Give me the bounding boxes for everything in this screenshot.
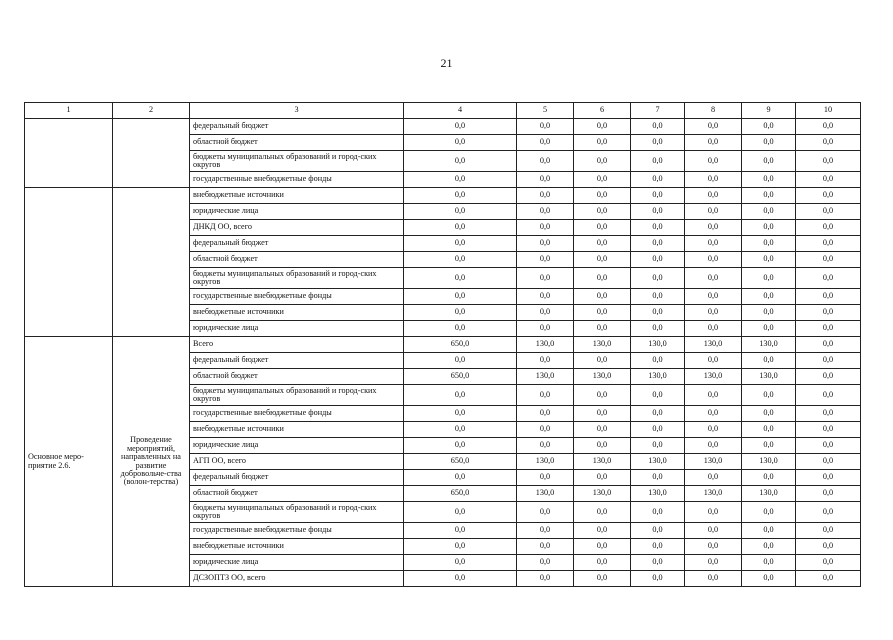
amount-cell: 0,0: [517, 220, 574, 236]
funding-source-cell: областной бюджет: [190, 486, 404, 502]
amount-cell: 0,0: [796, 454, 861, 470]
amount-cell: 0,0: [574, 220, 631, 236]
funding-source-cell: внебюджетные источники: [190, 305, 404, 321]
amount-cell: 0,0: [796, 135, 861, 151]
amount-cell: 0,0: [685, 438, 742, 454]
amount-cell: 0,0: [517, 502, 574, 523]
amount-cell: 0,0: [796, 236, 861, 252]
amount-cell: 0,0: [796, 252, 861, 268]
amount-cell: 0,0: [742, 571, 796, 587]
amount-cell: 130,0: [685, 486, 742, 502]
amount-cell: 0,0: [796, 523, 861, 539]
column-header: 9: [742, 103, 796, 119]
funding-source-cell: ДСЗОПТЗ ОО, всего: [190, 571, 404, 587]
amount-cell: 0,0: [631, 385, 685, 406]
column-header-row: [25, 103, 861, 119]
funding-source-cell: федеральный бюджет: [190, 470, 404, 486]
column-header: 3: [190, 103, 404, 119]
amount-cell: 0,0: [685, 188, 742, 204]
amount-cell: 0,0: [796, 220, 861, 236]
amount-cell: 0,0: [404, 151, 517, 172]
amount-cell: 0,0: [742, 135, 796, 151]
funding-source-cell: бюджеты муниципальных образований и город-ских округов: [190, 268, 404, 289]
amount-cell: 0,0: [574, 252, 631, 268]
measure-name-cell: [25, 188, 113, 337]
amount-cell: 0,0: [685, 422, 742, 438]
amount-cell: 130,0: [517, 486, 574, 502]
amount-cell: 0,0: [685, 135, 742, 151]
amount-cell: 0,0: [742, 523, 796, 539]
amount-cell: 0,0: [517, 204, 574, 220]
amount-cell: 0,0: [574, 523, 631, 539]
amount-cell: 0,0: [631, 502, 685, 523]
amount-cell: 0,0: [685, 220, 742, 236]
amount-cell: 0,0: [574, 571, 631, 587]
amount-cell: 0,0: [796, 470, 861, 486]
amount-cell: 0,0: [796, 337, 861, 353]
amount-cell: 0,0: [517, 406, 574, 422]
funding-source-cell: внебюджетные источники: [190, 539, 404, 555]
amount-cell: 0,0: [517, 321, 574, 337]
amount-cell: 130,0: [742, 454, 796, 470]
amount-cell: 0,0: [631, 406, 685, 422]
amount-cell: 0,0: [404, 406, 517, 422]
amount-cell: 130,0: [631, 486, 685, 502]
amount-cell: 0,0: [631, 172, 685, 188]
amount-cell: 0,0: [742, 555, 796, 571]
amount-cell: 0,0: [631, 289, 685, 305]
amount-cell: 130,0: [685, 369, 742, 385]
amount-cell: 0,0: [796, 369, 861, 385]
funding-source-cell: бюджеты муниципальных образований и город-ских округов: [190, 502, 404, 523]
amount-cell: 0,0: [574, 321, 631, 337]
amount-cell: 0,0: [796, 119, 861, 135]
amount-cell: 0,0: [574, 204, 631, 220]
amount-cell: 0,0: [404, 220, 517, 236]
amount-cell: 0,0: [742, 220, 796, 236]
amount-cell: 0,0: [631, 422, 685, 438]
amount-cell: 0,0: [685, 268, 742, 289]
amount-cell: 0,0: [742, 406, 796, 422]
amount-cell: 0,0: [685, 571, 742, 587]
amount-cell: 0,0: [742, 172, 796, 188]
amount-cell: 0,0: [685, 172, 742, 188]
amount-cell: 0,0: [742, 151, 796, 172]
amount-cell: 0,0: [742, 305, 796, 321]
amount-cell: 0,0: [517, 353, 574, 369]
amount-cell: 0,0: [685, 151, 742, 172]
amount-cell: 0,0: [574, 539, 631, 555]
amount-cell: 0,0: [631, 555, 685, 571]
amount-cell: 0,0: [685, 252, 742, 268]
amount-cell: 130,0: [742, 486, 796, 502]
amount-cell: 0,0: [796, 204, 861, 220]
amount-cell: 0,0: [631, 305, 685, 321]
amount-cell: 0,0: [742, 268, 796, 289]
amount-cell: 0,0: [631, 135, 685, 151]
amount-cell: 130,0: [631, 454, 685, 470]
amount-cell: 0,0: [404, 135, 517, 151]
amount-cell: 0,0: [517, 289, 574, 305]
amount-cell: 0,0: [404, 470, 517, 486]
amount-cell: 0,0: [517, 571, 574, 587]
amount-cell: 650,0: [404, 454, 517, 470]
amount-cell: 0,0: [404, 236, 517, 252]
amount-cell: 0,0: [574, 406, 631, 422]
amount-cell: 0,0: [742, 236, 796, 252]
amount-cell: 650,0: [404, 369, 517, 385]
column-header: 2: [113, 103, 190, 119]
amount-cell: 0,0: [796, 268, 861, 289]
amount-cell: 0,0: [742, 252, 796, 268]
amount-cell: 130,0: [631, 369, 685, 385]
funding-source-cell: областной бюджет: [190, 252, 404, 268]
amount-cell: 0,0: [631, 438, 685, 454]
measure-description-cell: Проведение мероприятий, направленных на развитие добровольче-ства (волон-терства): [113, 337, 190, 587]
funding-source-cell: Всего: [190, 337, 404, 353]
amount-cell: 0,0: [404, 523, 517, 539]
amount-cell: 0,0: [796, 321, 861, 337]
amount-cell: 0,0: [742, 321, 796, 337]
amount-cell: 0,0: [631, 236, 685, 252]
amount-cell: 0,0: [796, 289, 861, 305]
amount-cell: 0,0: [685, 555, 742, 571]
amount-cell: 0,0: [574, 353, 631, 369]
column-header: 1: [25, 103, 113, 119]
amount-cell: 0,0: [517, 172, 574, 188]
amount-cell: 0,0: [796, 151, 861, 172]
amount-cell: 130,0: [685, 454, 742, 470]
amount-cell: 0,0: [517, 135, 574, 151]
amount-cell: 0,0: [574, 385, 631, 406]
amount-cell: 0,0: [685, 236, 742, 252]
amount-cell: 0,0: [517, 236, 574, 252]
amount-cell: 130,0: [631, 337, 685, 353]
column-header: 8: [685, 103, 742, 119]
table-row: [25, 188, 861, 204]
amount-cell: 0,0: [404, 502, 517, 523]
page-number: 21: [440, 56, 453, 70]
amount-cell: 0,0: [404, 252, 517, 268]
table-row: [25, 337, 861, 353]
column-header: 6: [574, 103, 631, 119]
amount-cell: 0,0: [517, 470, 574, 486]
amount-cell: 0,0: [742, 188, 796, 204]
amount-cell: 130,0: [574, 337, 631, 353]
funding-source-cell: государственные внебюджетные фонды: [190, 406, 404, 422]
amount-cell: 0,0: [742, 422, 796, 438]
amount-cell: 0,0: [574, 188, 631, 204]
amount-cell: 0,0: [685, 321, 742, 337]
amount-cell: 0,0: [404, 204, 517, 220]
amount-cell: 0,0: [574, 236, 631, 252]
amount-cell: 0,0: [517, 151, 574, 172]
funding-source-cell: юридические лица: [190, 204, 404, 220]
amount-cell: 0,0: [404, 188, 517, 204]
amount-cell: 0,0: [631, 571, 685, 587]
amount-cell: 0,0: [685, 502, 742, 523]
funding-table: [24, 102, 861, 587]
amount-cell: 650,0: [404, 486, 517, 502]
measure-name-cell: [25, 119, 113, 188]
amount-cell: 0,0: [742, 353, 796, 369]
amount-cell: 0,0: [631, 220, 685, 236]
amount-cell: 0,0: [574, 502, 631, 523]
table-body: [25, 103, 861, 587]
amount-cell: 0,0: [742, 289, 796, 305]
amount-cell: 0,0: [404, 268, 517, 289]
amount-cell: 0,0: [404, 422, 517, 438]
amount-cell: 0,0: [685, 539, 742, 555]
amount-cell: 0,0: [631, 151, 685, 172]
funding-source-cell: внебюджетные источники: [190, 422, 404, 438]
amount-cell: 0,0: [574, 305, 631, 321]
amount-cell: 0,0: [685, 353, 742, 369]
amount-cell: 0,0: [742, 502, 796, 523]
amount-cell: 0,0: [517, 252, 574, 268]
amount-cell: 0,0: [404, 172, 517, 188]
amount-cell: 0,0: [631, 268, 685, 289]
amount-cell: 0,0: [742, 119, 796, 135]
amount-cell: 0,0: [404, 305, 517, 321]
amount-cell: 130,0: [742, 337, 796, 353]
amount-cell: 0,0: [685, 204, 742, 220]
amount-cell: 0,0: [517, 119, 574, 135]
measure-name-cell: Основное меро-приятие 2.6.: [25, 337, 113, 587]
amount-cell: 0,0: [685, 470, 742, 486]
funding-source-cell: юридические лица: [190, 438, 404, 454]
measure-description-cell: [113, 119, 190, 188]
amount-cell: 0,0: [574, 151, 631, 172]
amount-cell: 0,0: [574, 268, 631, 289]
amount-cell: 0,0: [404, 321, 517, 337]
amount-cell: 0,0: [517, 305, 574, 321]
funding-source-cell: государственные внебюджетные фонды: [190, 523, 404, 539]
amount-cell: 0,0: [517, 268, 574, 289]
amount-cell: 0,0: [404, 289, 517, 305]
funding-source-cell: федеральный бюджет: [190, 353, 404, 369]
amount-cell: 0,0: [517, 422, 574, 438]
amount-cell: 0,0: [574, 470, 631, 486]
amount-cell: 0,0: [685, 523, 742, 539]
column-header: 10: [796, 103, 861, 119]
funding-source-cell: федеральный бюджет: [190, 119, 404, 135]
amount-cell: 130,0: [517, 337, 574, 353]
amount-cell: 0,0: [517, 188, 574, 204]
column-header: 4: [404, 103, 517, 119]
funding-source-cell: бюджеты муниципальных образований и город-ских округов: [190, 151, 404, 172]
amount-cell: 650,0: [404, 337, 517, 353]
funding-source-cell: внебюджетные источники: [190, 188, 404, 204]
amount-cell: 0,0: [685, 406, 742, 422]
amount-cell: 0,0: [404, 571, 517, 587]
amount-cell: 0,0: [631, 523, 685, 539]
column-header: 7: [631, 103, 685, 119]
amount-cell: 0,0: [631, 119, 685, 135]
amount-cell: 0,0: [517, 385, 574, 406]
funding-source-cell: государственные внебюджетные фонды: [190, 172, 404, 188]
amount-cell: 0,0: [796, 188, 861, 204]
amount-cell: 0,0: [404, 438, 517, 454]
amount-cell: 130,0: [742, 369, 796, 385]
table-row: [25, 119, 861, 135]
funding-source-cell: областной бюджет: [190, 369, 404, 385]
amount-cell: 0,0: [796, 486, 861, 502]
amount-cell: 0,0: [796, 305, 861, 321]
amount-cell: 0,0: [742, 385, 796, 406]
amount-cell: 0,0: [517, 523, 574, 539]
amount-cell: 130,0: [574, 369, 631, 385]
amount-cell: 130,0: [685, 337, 742, 353]
amount-cell: 0,0: [404, 555, 517, 571]
amount-cell: 130,0: [574, 486, 631, 502]
amount-cell: 0,0: [742, 539, 796, 555]
amount-cell: 130,0: [517, 369, 574, 385]
amount-cell: 0,0: [404, 539, 517, 555]
funding-source-cell: ДНКД ОО, всего: [190, 220, 404, 236]
amount-cell: 0,0: [685, 289, 742, 305]
amount-cell: 0,0: [631, 204, 685, 220]
funding-source-cell: юридические лица: [190, 555, 404, 571]
amount-cell: 0,0: [742, 438, 796, 454]
amount-cell: 0,0: [742, 470, 796, 486]
amount-cell: 0,0: [685, 305, 742, 321]
amount-cell: 0,0: [574, 119, 631, 135]
amount-cell: 0,0: [796, 555, 861, 571]
amount-cell: 0,0: [631, 539, 685, 555]
column-header: 5: [517, 103, 574, 119]
amount-cell: 0,0: [574, 135, 631, 151]
amount-cell: 0,0: [404, 385, 517, 406]
amount-cell: 0,0: [631, 188, 685, 204]
amount-cell: 0,0: [574, 422, 631, 438]
amount-cell: 0,0: [631, 321, 685, 337]
amount-cell: 0,0: [796, 571, 861, 587]
amount-cell: 0,0: [796, 385, 861, 406]
amount-cell: 0,0: [574, 172, 631, 188]
amount-cell: 0,0: [796, 438, 861, 454]
funding-source-cell: федеральный бюджет: [190, 236, 404, 252]
amount-cell: 0,0: [742, 204, 796, 220]
amount-cell: 0,0: [631, 353, 685, 369]
amount-cell: 0,0: [631, 252, 685, 268]
amount-cell: 0,0: [517, 539, 574, 555]
amount-cell: 0,0: [517, 555, 574, 571]
amount-cell: 0,0: [404, 119, 517, 135]
amount-cell: 0,0: [796, 172, 861, 188]
funding-source-cell: юридические лица: [190, 321, 404, 337]
amount-cell: 0,0: [574, 555, 631, 571]
amount-cell: 130,0: [517, 454, 574, 470]
amount-cell: 0,0: [404, 353, 517, 369]
amount-cell: 130,0: [574, 454, 631, 470]
amount-cell: 0,0: [796, 539, 861, 555]
amount-cell: 0,0: [517, 438, 574, 454]
amount-cell: 0,0: [574, 289, 631, 305]
funding-source-cell: государственные внебюджетные фонды: [190, 289, 404, 305]
amount-cell: 0,0: [796, 422, 861, 438]
amount-cell: 0,0: [796, 353, 861, 369]
funding-source-cell: АГП ОО, всего: [190, 454, 404, 470]
amount-cell: 0,0: [631, 470, 685, 486]
amount-cell: 0,0: [796, 502, 861, 523]
amount-cell: 0,0: [574, 438, 631, 454]
measure-description-cell: [113, 188, 190, 337]
amount-cell: 0,0: [685, 385, 742, 406]
funding-source-cell: областной бюджет: [190, 135, 404, 151]
amount-cell: 0,0: [796, 406, 861, 422]
amount-cell: 0,0: [685, 119, 742, 135]
funding-source-cell: бюджеты муниципальных образований и город-ских округов: [190, 385, 404, 406]
